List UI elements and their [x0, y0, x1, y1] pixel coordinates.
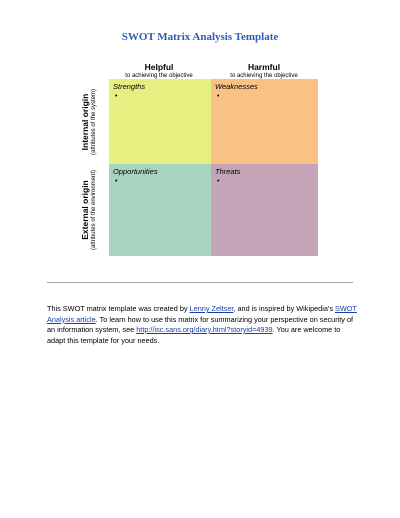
note-text: . To learn how to use this matrix for summarizing your perspective on security of an information system, see [47, 314, 354, 334]
note-text: , and is inspired by Wikipedia's [233, 304, 335, 313]
column-subtitle: to achieving the objective [125, 73, 193, 79]
column-title: Helpful [144, 62, 174, 72]
bullet-point: • [115, 178, 118, 185]
bullet-point: • [217, 178, 220, 185]
column-title: Harmful [247, 62, 281, 72]
row-header-internal [80, 80, 110, 164]
row-title: External origin [80, 180, 90, 240]
sans-diary-link[interactable]: http://isc.sans.org/diary.html?storyid=4939 [136, 325, 273, 334]
template-note-paragraph [47, 304, 357, 346]
column-header-harmful [212, 62, 316, 80]
strengths-quadrant[interactable] [109, 79, 211, 164]
weaknesses-quadrant[interactable] [211, 79, 318, 164]
bullet-point: • [217, 93, 220, 100]
divider-line [47, 282, 353, 283]
column-header-helpful [107, 62, 211, 80]
note-text: This SWOT matrix template was created by [47, 304, 190, 313]
quadrant-label: Threats [215, 167, 241, 176]
page-title: SWOT Matrix Analysis Template [121, 31, 279, 43]
row-subtitle: (attributes of the environment) [91, 169, 97, 251]
opportunities-quadrant[interactable] [109, 164, 211, 256]
threats-quadrant[interactable] [211, 164, 318, 256]
bullet-point: • [115, 93, 118, 100]
wikipedia-swot-link[interactable]: SWOT Analysis article [47, 304, 357, 324]
quadrant-label: Weaknesses [215, 82, 258, 91]
row-subtitle: (attributes of the system) [91, 88, 97, 156]
author-link[interactable]: Lenny Zeltser [189, 304, 234, 313]
row-header-external [80, 168, 110, 252]
quadrant-label: Opportunities [113, 167, 158, 176]
row-title: Internal origin [80, 93, 90, 151]
column-subtitle: to achieving the objective [230, 73, 298, 79]
quadrant-label: Strengths [113, 82, 146, 91]
note-text: . You are welcome to adapt this template for your needs. [47, 325, 341, 345]
